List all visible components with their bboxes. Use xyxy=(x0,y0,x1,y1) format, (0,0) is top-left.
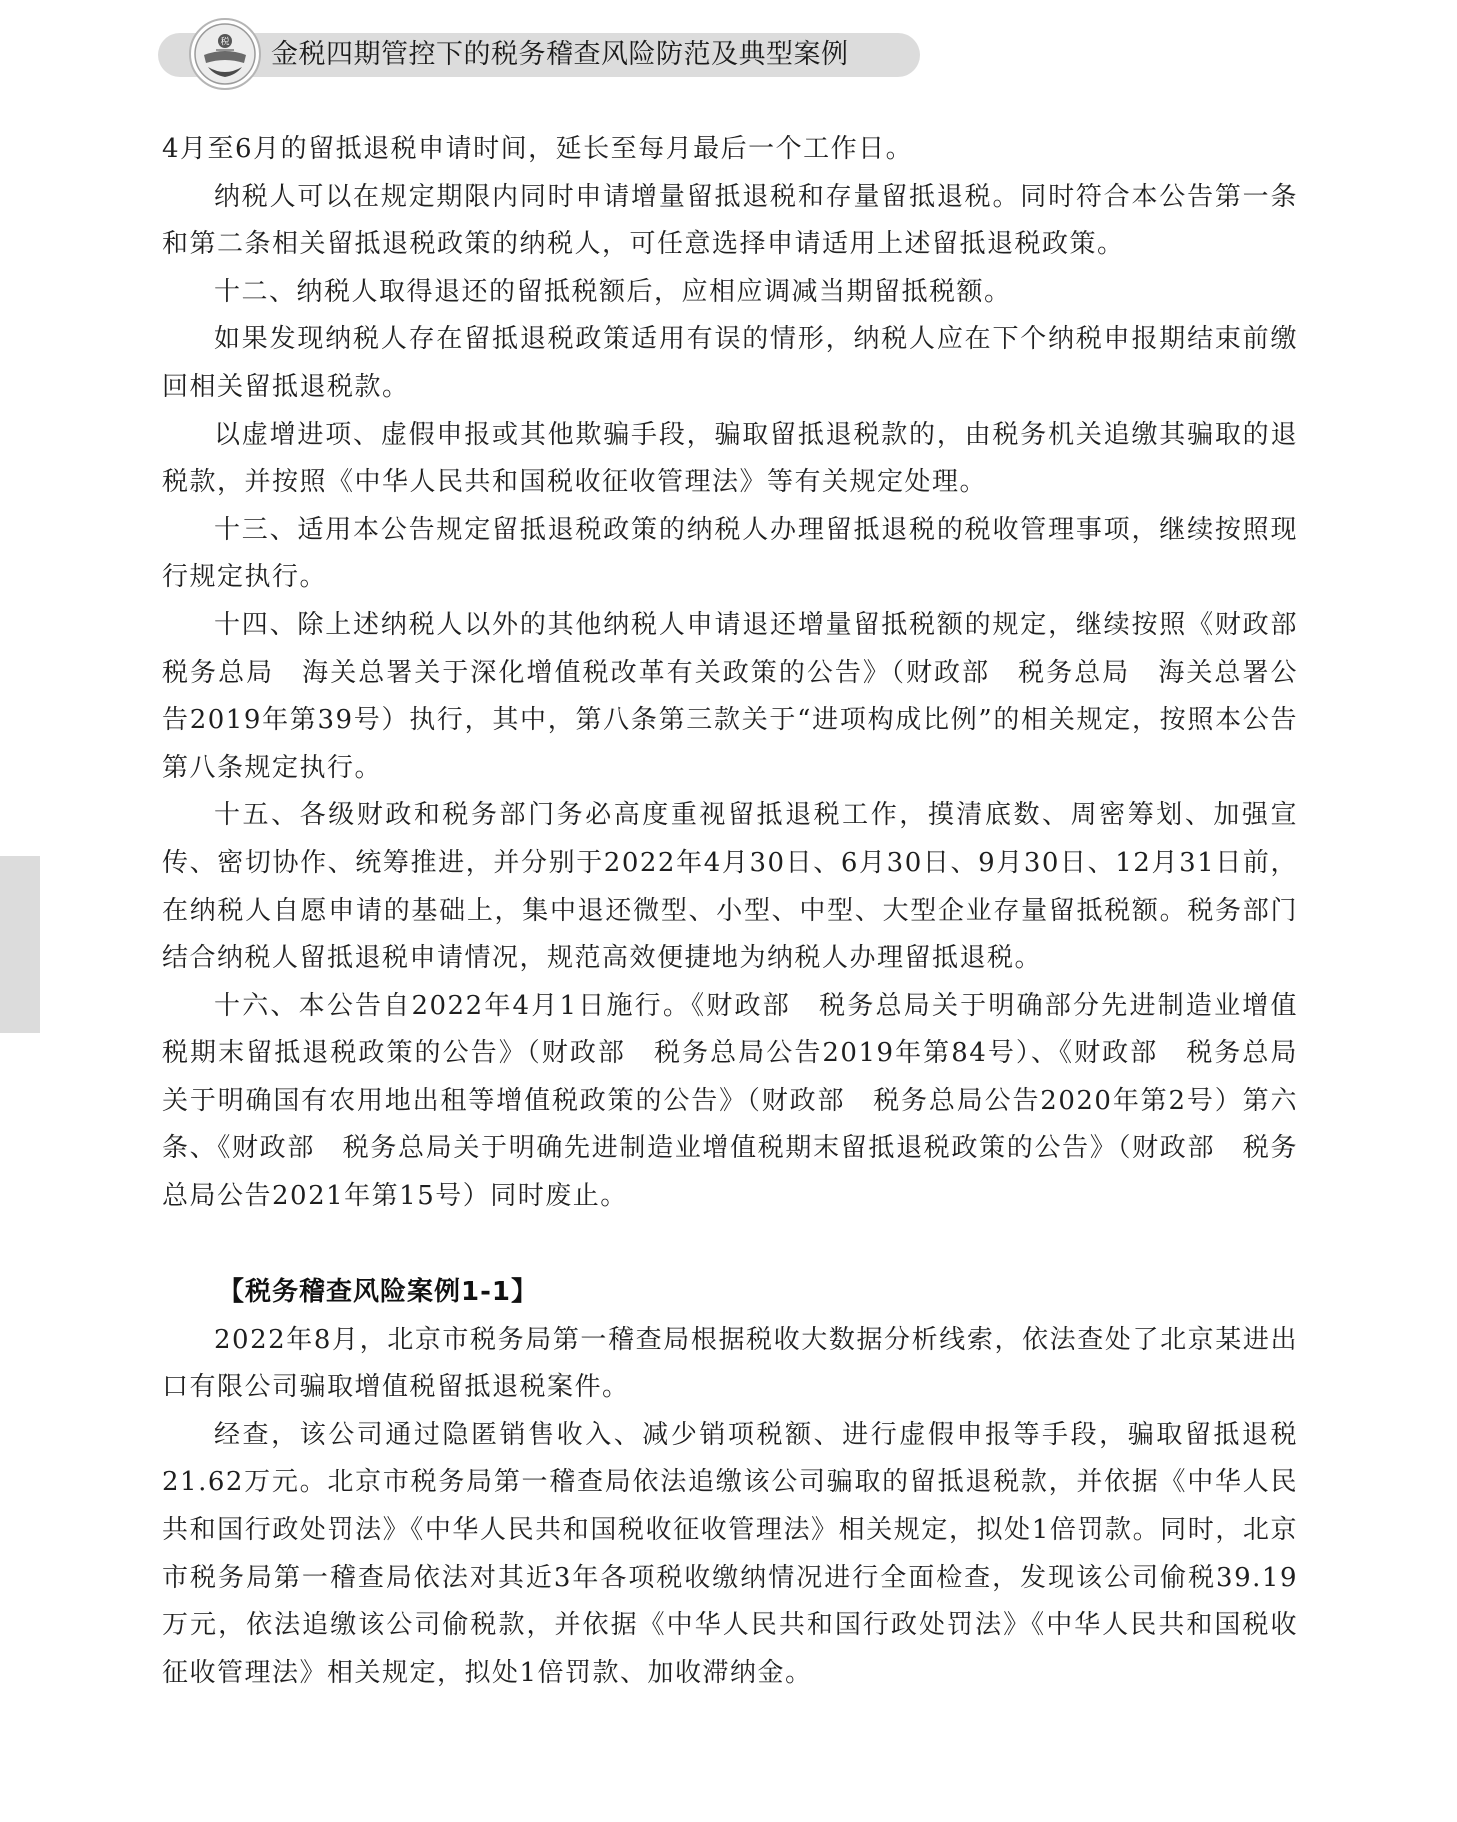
body-paragraph: 以虚增进项、虚假申报或其他欺骗手段，骗取留抵退税款的，由税务机关追缴其骗取的退税款，并按照《中华人民共和国税收征收管理法》等有关规定处理。 xyxy=(162,419,1298,498)
svg-text:税: 税 xyxy=(220,37,230,48)
body-paragraph: 纳税人可以在规定期限内同时申请增量留抵退税和存量留抵退税。同时符合本公告第一条和第二条相关留抵退税政策的纳税人，可任意选择申请适用上述留抵退税政策。 xyxy=(162,181,1298,260)
body-paragraph: 十六、本公告自2022年4月1日施行。《财政部 税务总局关于明确部分先进制造业增值税期末留抵退税政策的公告》（财政部 税务总局公告2019年第84号）、《财政部 税务总局关于明确国有农用地出租等增值税政策的公告》（财政部 税务总局公告2020年第2号）第六条、《财政部 税务总局关于明确先进制造业增值税期末留抵退税政策的公告》（财政部 税务总局公告2021年第15号）同时废止。 xyxy=(162,990,1298,1212)
side-thumb-tab xyxy=(0,856,40,1033)
body-paragraph: 十四、除上述纳税人以外的其他纳税人申请退还增量留抵税额的规定，继续按照《财政部 税务总局 海关总署关于深化增值税改革有关政策的公告》（财政部 税务总局 海关总署公告2019年第39号）执行，其中，第八条第三款关于“进项构成比例”的相关规定，按照本公告第八条规定执行。 xyxy=(162,609,1326,783)
page-body xyxy=(162,126,1326,1697)
case-paragraph: 2022年8月，北京市税务局第一稽查局根据税收大数据分析线索，依法查处了北京某进出口有限公司骗取增值税留抵退税案件。 xyxy=(162,1324,1298,1403)
running-header-title: 金税四期管控下的税务稽查风险防范及典型案例 xyxy=(271,39,849,70)
body-paragraph: 4月至6月的留抵退税申请时间，延长至每月最后一个工作日。 xyxy=(162,134,914,164)
body-paragraph: 十三、适用本公告规定留抵退税政策的纳税人办理留抵退税的税收管理事项，继续按照现行规定执行。 xyxy=(162,514,1298,593)
body-paragraph: 十二、纳税人取得退还的留抵税额后，应相应调减当期留抵税额。 xyxy=(214,276,1012,307)
case-paragraph: 经查，该公司通过隐匿销售收入、减少销项税额、进行虚假申报等手段，骗取留抵退税21.62万元。北京市税务局第一稽查局依法追缴该公司骗取的留抵退税款，并依据《中华人民共和国行政处罚法》《中华人民共和国税收征收管理法》相关规定，拟处1倍罚款。同时，北京市税务局第一稽查局依法对其近3年各项税收缴纳情况进行全面检查，发现该公司偷税39.19万元，依法追缴该公司偷税款，并依据《中华人民共和国行政处罚法》《中华人民共和国税收征收管理法》相关规定，拟处1倍罚款、加收滞纳金。 xyxy=(162,1419,1298,1688)
body-paragraph: 如果发现纳税人存在留抵退税政策适用有误的情形，纳税人应在下个纳税申报期结束前缴回相关留抵退税款。 xyxy=(162,324,1298,402)
case-heading: 【税务稽查风险案例1-1】 xyxy=(218,1276,538,1307)
body-paragraph: 十五、各级财政和税务部门务必高度重视留抵退税工作，摸清底数、周密筹划、加强宣传、密切协作、统筹推进，并分别于2022年4月30日、6月30日、9月30日、12月31日前，在纳税人自愿申请的基础上，集中退还微型、小型、中型、大型企业存量留抵税额。税务部门结合纳税人留抵退税申请情况，规范高效便捷地为纳税人办理留抵退税。 xyxy=(162,800,1298,974)
tax-emblem-icon xyxy=(188,17,262,91)
